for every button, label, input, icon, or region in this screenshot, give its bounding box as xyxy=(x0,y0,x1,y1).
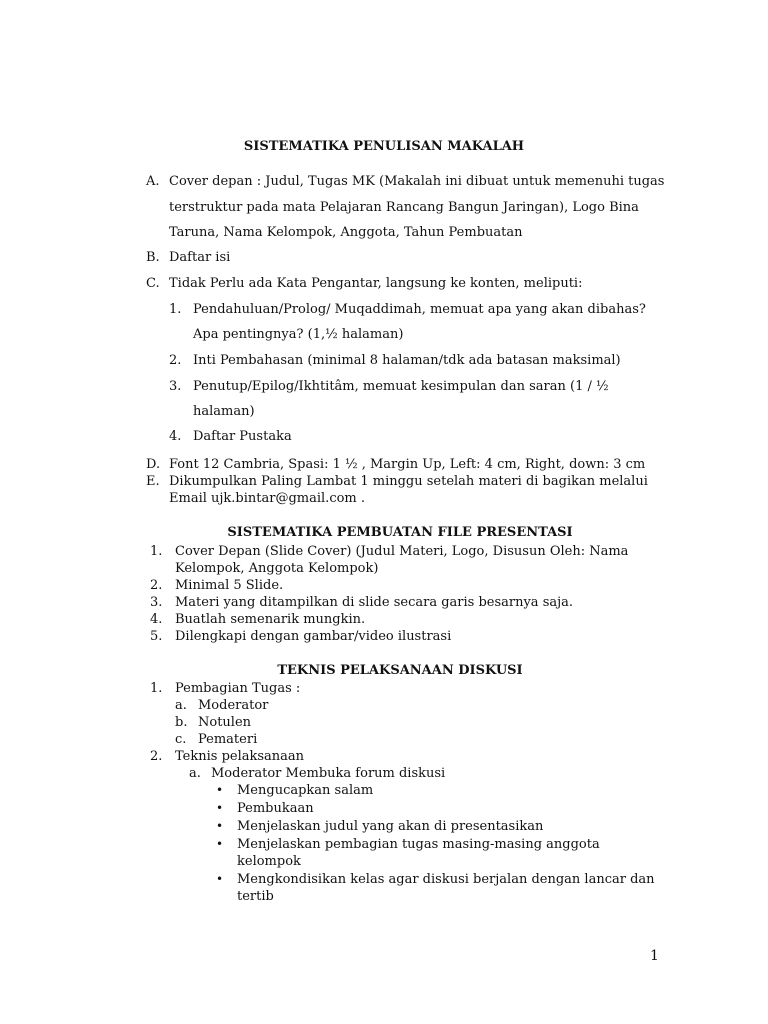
item-d: Font 12 Cambria, Spasi: 1 ½ , Margin Up, Left: 4 cm, Right, down: 3 cm xyxy=(169,457,646,472)
bullet-icon: • xyxy=(216,837,224,851)
item-number: 4. xyxy=(169,429,182,444)
bullet-icon: • xyxy=(216,872,224,886)
bullet-icon: • xyxy=(216,783,224,797)
pres-item-1-line-1: Cover Depan (Slide Cover) (Judul Materi, Logo, Disusun Oleh: Nama xyxy=(175,544,629,559)
item-number: 2. xyxy=(150,749,163,764)
pres-item-4: Buatlah semenarik mungkin. xyxy=(175,612,366,627)
item-c1-line-2: Apa pentingnya? (1,½ halaman) xyxy=(193,327,404,342)
role-pemateri: Pemateri xyxy=(198,732,258,747)
role-moderator: Moderator xyxy=(198,698,269,713)
item-number: 3. xyxy=(169,379,182,394)
section-title-presentasi: SISTEMATIKA PEMBUATAN FILE PRESENTASI xyxy=(227,525,573,540)
item-label: D. xyxy=(146,457,161,472)
section-title-makalah: SISTEMATIKA PENULISAN MAKALAH xyxy=(243,139,525,154)
item-label: C. xyxy=(146,276,160,291)
diskusi-item-2a: Moderator Membuka forum diskusi xyxy=(211,766,446,781)
item-e-line-2: Email ujk.bintar@gmail.com . xyxy=(169,491,366,506)
item-e-line-1: Dikumpulkan Paling Lambat 1 minggu setelah materi di bagikan melalui xyxy=(169,474,648,489)
bullet-icon: • xyxy=(216,801,224,815)
item-a-line-2: terstruktur pada mata Pelajaran Rancang Bangun Jaringan), Logo Bina xyxy=(169,200,639,215)
step-kondisi-line-1: Mengkondisikan kelas agar diskusi berjalan dengan lancar dan xyxy=(237,872,655,887)
page-number: 1 xyxy=(650,948,659,964)
step-pembukaan: Pembukaan xyxy=(237,801,314,816)
item-number: 3. xyxy=(150,595,163,610)
step-judul: Menjelaskan judul yang akan di presentasikan xyxy=(237,819,544,834)
pres-item-1-line-2: Kelompok, Anggota Kelompok) xyxy=(175,561,379,576)
item-number: 1. xyxy=(150,681,163,696)
step-salam: Mengucapkan salam xyxy=(237,783,374,798)
item-label: a. xyxy=(175,698,187,713)
item-c3-line-2: halaman) xyxy=(193,404,255,419)
item-number: 1. xyxy=(169,302,182,317)
section-title-diskusi: TEKNIS PELAKSANAAN DISKUSI xyxy=(277,663,523,678)
pres-item-3: Materi yang ditampilkan di slide secara garis besarnya saja. xyxy=(175,595,574,610)
role-notulen: Notulen xyxy=(198,715,252,730)
step-kondisi-line-2: tertib xyxy=(237,889,274,904)
item-c1-line-1: Pendahuluan/Prolog/ Muqaddimah, memuat apa yang akan dibahas? xyxy=(193,302,646,317)
item-a-line-3: Taruna, Nama Kelompok, Anggota, Tahun Pembuatan xyxy=(169,225,523,240)
item-number: 5. xyxy=(150,629,163,644)
item-c: Tidak Perlu ada Kata Pengantar, langsung ke konten, meliputi: xyxy=(169,276,583,291)
item-label: B. xyxy=(146,250,160,265)
item-label: b. xyxy=(175,715,188,730)
item-c4: Daftar Pustaka xyxy=(193,429,292,444)
item-a-line-1: Cover depan : Judul, Tugas MK (Makalah ini dibuat untuk memenuhi tugas xyxy=(169,174,665,189)
item-b: Daftar isi xyxy=(169,250,231,265)
item-c2: Inti Pembahasan (minimal 8 halaman/tdk ada batasan maksimal) xyxy=(193,353,621,368)
diskusi-item-2: Teknis pelaksanaan xyxy=(175,749,305,764)
item-number: 1. xyxy=(150,544,163,559)
item-number: 2. xyxy=(150,578,163,593)
item-c3-line-1: Penutup/Epilog/Ikhtitâm, memuat kesimpulan dan saran (1 / ½ xyxy=(193,379,609,394)
item-label: c. xyxy=(175,732,187,747)
diskusi-item-1: Pembagian Tugas : xyxy=(175,681,301,696)
bullet-icon: • xyxy=(216,819,224,833)
step-pembagian-line-1: Menjelaskan pembagian tugas masing-masing anggota xyxy=(237,837,600,852)
item-label: E. xyxy=(146,474,160,489)
pres-item-2: Minimal 5 Slide. xyxy=(175,578,284,593)
item-number: 2. xyxy=(169,353,182,368)
item-number: 4. xyxy=(150,612,163,627)
step-pembagian-line-2: kelompok xyxy=(237,854,301,869)
item-label: A. xyxy=(146,174,160,189)
item-label: a. xyxy=(189,766,201,781)
pres-item-5: Dilengkapi dengan gambar/video ilustrasi xyxy=(175,629,452,644)
